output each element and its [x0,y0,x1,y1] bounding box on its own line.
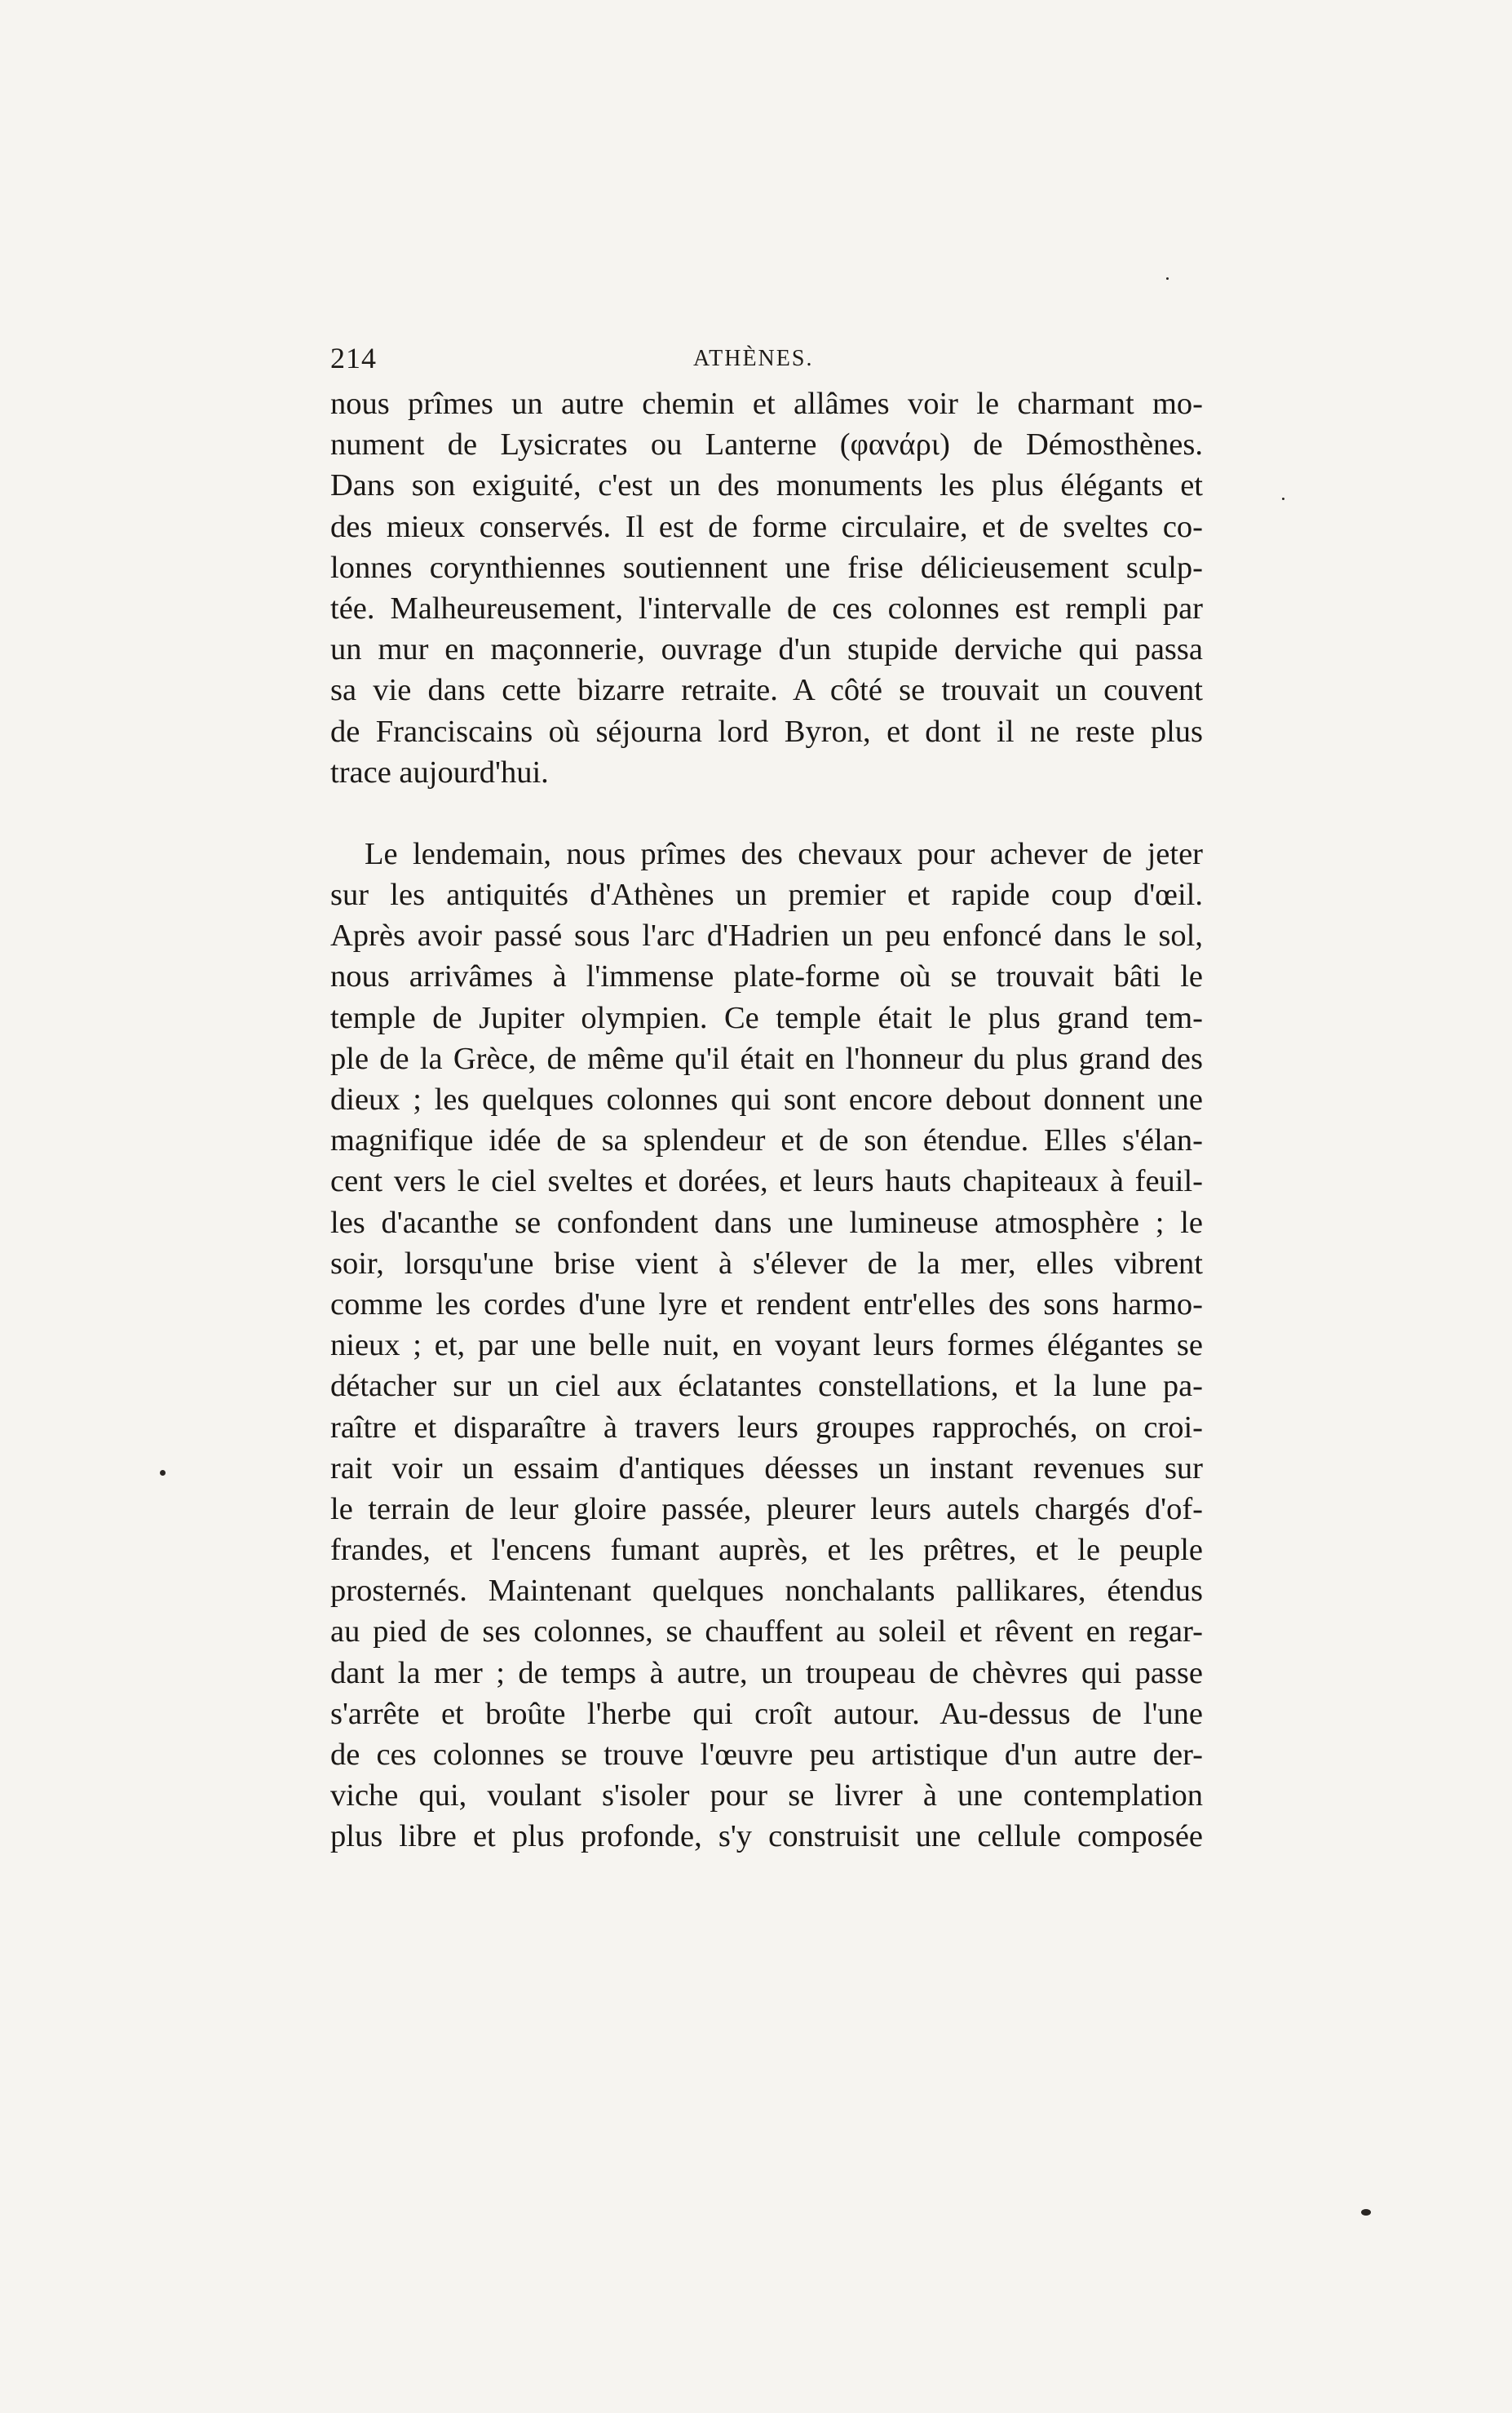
paragraph-1 [330,383,1203,793]
text-line: tée. Malheureusement, l'intervalle de ces colonnes est rempli par [330,591,1203,626]
page-header [330,341,1203,382]
text-line: sa vie dans cette bizarre retraite. A côté se trouvait un couvent [330,673,1203,708]
text-line: le terrain de leur gloire passée, pleurer leurs autels chargés d'of- [330,1491,1203,1526]
text-line: comme les cordes d'une lyre et rendent entr'elles des sons harmo- [330,1286,1203,1322]
text-line: détacher sur un ciel aux éclatantes constellations, et la lune pa- [330,1369,1203,1404]
text-line: dieux ; les quelques colonnes qui sont encore debout donnent une [330,1083,1203,1117]
text-line: Après avoir passé sous l'arc d'Hadrien un peu enfoncé dans le sol, [330,919,1203,954]
text-line: rait voir un essaim d'antiques déesses un instant revenues sur [330,1450,1203,1485]
text-line: temple de Jupiter olympien. Ce temple était le plus grand tem- [330,1000,1203,1035]
text-line: prosternés. Maintenant quelques nonchalants pallikares, étendus [330,1574,1203,1609]
ink-speck [160,1470,166,1476]
paragraph-gap [330,793,1203,834]
text-line: lonnes corynthiennes soutiennent une frise délicieusement sculp- [330,550,1203,585]
text-line: des mieux conservés. Il est de forme circulaire, et de sveltes co- [330,509,1203,544]
text-line: sur les antiquités d'Athènes un premier et rapide coup d'œil. [330,878,1203,913]
text-line: soir, lorsqu'une brise vient à s'élever de la mer, elles vibrent [330,1246,1203,1281]
text-line: de ces colonnes se trouve l'œuvre peu artistique d'un autre der- [330,1738,1203,1772]
text-line: trace aujourd'hui. [330,755,549,790]
page-number: 214 [330,342,377,374]
text-line: raître et disparaître à travers leurs groupes rapprochés, on croi- [330,1410,1203,1445]
text-line: nument de Lysicrates ou Lanterne (φανάρι) de Démosthènes. [330,427,1203,463]
text-line: s'arrête et broûte l'herbe qui croît autour. Au-dessus de l'une [330,1696,1203,1731]
text-line: cent vers le ciel sveltes et dorées, et leurs hauts chapiteaux à feuil- [330,1164,1203,1199]
text-line: de Franciscains où séjourna lord Byron, et dont il ne reste plus [330,714,1203,749]
text-line: ple de la Grèce, de même qu'il était en l'honneur du plus grand des [330,1041,1203,1076]
paragraph-2 [330,834,1203,1857]
text-line: nous arrivâmes à l'immense plate-forme où se trouvait bâti le [330,959,1203,994]
text-line: un mur en maçonnerie, ouvrage d'un stupide derviche qui passa [330,632,1203,667]
ink-speck [1282,498,1284,500]
text-line: frandes, et l'encens fumant auprès, et les prêtres, et le peuple [330,1533,1203,1568]
text-line: viche qui, voulant s'isoler pour se livrer à une contemplation [330,1778,1203,1813]
text-line: magnifique idée de sa splendeur et de son étendue. Elles s'élan- [330,1123,1203,1158]
body-text [330,383,1203,1857]
text-line: Le lendemain, nous prîmes des chevaux pour achever de jeter [365,836,1203,871]
ink-speck [1166,277,1169,280]
text-line: nous prîmes un autre chemin et allâmes voir le charmant mo- [330,387,1203,421]
running-title: ATHÈNES. [693,346,814,371]
text-line: nieux ; et, par une belle nuit, en voyant leurs formes élégantes se [330,1328,1203,1363]
text-line: au pied de ses colonnes, se chauffent au soleil et rêvent en regar- [330,1614,1203,1649]
text-line: Dans son exiguité, c'est un des monuments les plus élégants et [330,468,1203,503]
text-line: les d'acanthe se confondent dans une lumineuse atmosphère ; le [330,1205,1203,1240]
ink-speck [1361,2209,1371,2216]
text-line: plus libre et plus profonde, s'y construisit une cellule composée [330,1819,1203,1854]
text-line: dant la mer ; de temps à autre, un troupeau de chèvres qui passe [330,1655,1203,1690]
